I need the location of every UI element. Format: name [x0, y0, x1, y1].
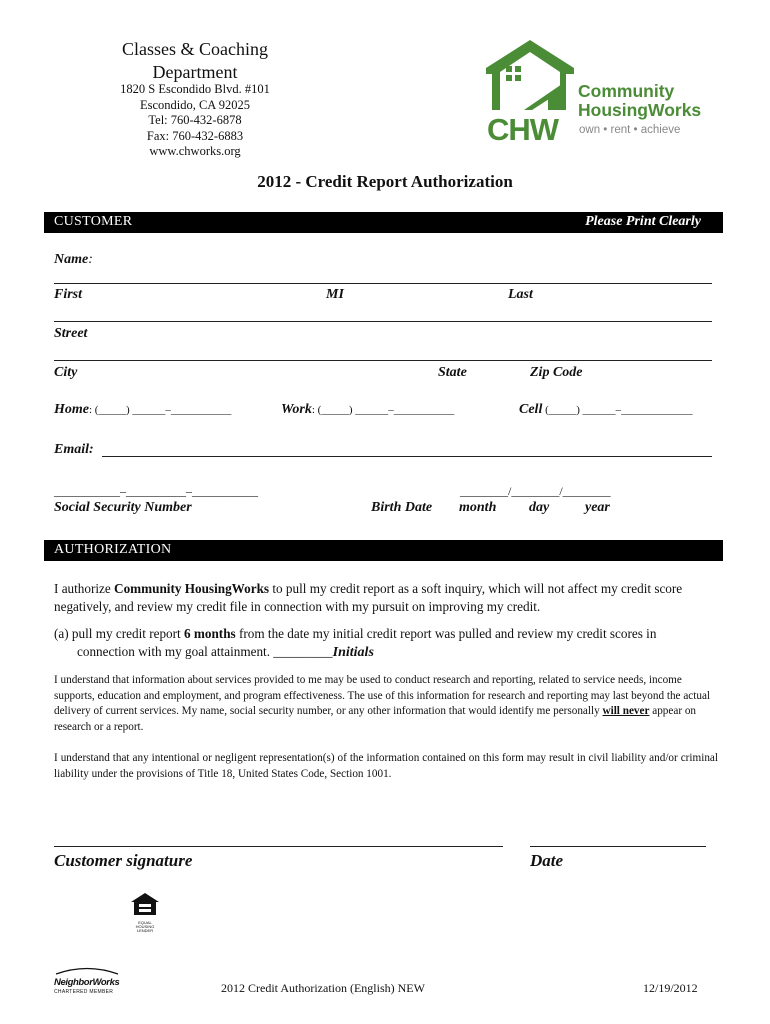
form-title: 2012 - Credit Report Authorization: [257, 172, 513, 191]
name-label: [54, 252, 93, 268]
neighborworks-name: NeighborWorks: [54, 977, 120, 988]
auth-p1-start: I authorize: [54, 581, 115, 596]
work-phone-label: Work: [281, 402, 312, 417]
print-clearly-note: Please Print Clearly: [585, 214, 701, 229]
chartered-member-text: CHARTERED MEMBER: [54, 989, 114, 995]
authorization-heading: AUTHORIZATION: [54, 542, 172, 557]
name-label-text: Name: [54, 252, 89, 267]
logo-name-line1: Community: [578, 81, 675, 101]
chw-house-logo-icon: [484, 38, 576, 114]
street-label: Street: [54, 326, 88, 341]
cell-phone-field[interactable]: [519, 400, 693, 418]
logo-tagline: own • rent • achieve: [579, 124, 681, 136]
liability-paragraph: I understand that any intentional or negligent representation(s) of the information contained on this form may result in civil liability and/or criminal liability under the provisions of Title 18, United States Code, Section 1001.: [54, 752, 718, 780]
clause-a-goal: connection with my goal attainment. _________: [77, 644, 333, 659]
research-start: I understand that information about services provided to me may be used to conduct research and reporting, related to service needs, income supports, education and employment, and program effectiveness. The use of this information for research and reporting may last beyond the actual delivery of current services. My name, social security number, or any other information that would identify me personally: [54, 674, 711, 717]
cell-phone-blank[interactable]: (_____) ______–_____________: [542, 404, 693, 416]
customer-section-header: [44, 212, 723, 233]
name-line[interactable]: [54, 283, 712, 284]
neighborworks-arc-icon: [54, 965, 120, 975]
logo-organization-name: [578, 82, 701, 120]
equal-housing-text: EQUAL HOUSING LENDER: [135, 920, 155, 933]
month-label: month: [459, 500, 497, 515]
state-label: State: [438, 365, 467, 380]
authorization-section-header: [44, 540, 723, 561]
telephone: Tel: 760-432-6878: [148, 113, 242, 127]
day-label: day: [529, 500, 550, 515]
work-phone-blank[interactable]: : (_____) ______–___________: [311, 404, 455, 416]
birth-date-blank[interactable]: ________/________/________: [460, 484, 611, 498]
six-month-line2: [54, 643, 720, 662]
six-month-line1: [54, 625, 720, 643]
street-address: 1820 S Escondido Blvd. #101: [120, 82, 270, 96]
last-name-label: Last: [508, 287, 533, 302]
neighborworks-badge: [54, 962, 120, 995]
initials-label[interactable]: Initials: [332, 645, 374, 660]
ssn-label: Social Security Number: [54, 500, 192, 515]
email-label: Email:: [54, 442, 94, 457]
customer-heading: CUSTOMER: [54, 214, 133, 229]
home-phone-label: Home: [54, 402, 89, 417]
department-title-line2: Department: [152, 62, 238, 82]
equal-housing-lender-badge: [130, 892, 164, 933]
research-end: appear on research or a report.: [54, 705, 697, 733]
birth-date-label: Birth Date: [371, 500, 433, 515]
city-address: Escondido, CA 92025: [139, 97, 251, 112]
first-name-label: First: [54, 287, 83, 302]
year-label: year: [585, 500, 610, 515]
cell-phone-label: Cell: [519, 402, 543, 417]
city-label: City: [54, 365, 78, 380]
footer-date: 12/19/2012: [643, 981, 698, 995]
six-month-clause: [54, 625, 720, 662]
ssn-blank[interactable]: ___________–__________–___________: [54, 484, 258, 498]
logo-name-line2: HousingWorks: [578, 100, 702, 120]
auth-p1-end: to pull my credit report as a soft inquiry, which will not affect my credit score negatively, and review my credit file in connection with my pursuit on improving my credit.: [54, 581, 683, 614]
department-title-line1: Classes & Coaching: [122, 39, 268, 59]
customer-signature-line[interactable]: [54, 846, 503, 847]
city-line[interactable]: [54, 360, 712, 361]
customer-signature-label: Customer signature: [54, 851, 193, 870]
department-title: [60, 38, 330, 84]
date-line[interactable]: [530, 846, 706, 847]
authorization-paragraph: [54, 580, 720, 616]
clause-a-start: (a) pull my credit report: [54, 626, 184, 641]
clause-a-months: 6 months: [184, 626, 236, 641]
date-label: Date: [530, 851, 564, 870]
name-colon: :: [88, 252, 93, 267]
research-paragraph: [54, 673, 718, 735]
home-phone-blank[interactable]: : (_____) ______–___________: [89, 404, 232, 416]
address-block: [60, 82, 330, 160]
email-line[interactable]: [102, 456, 712, 457]
home-phone-field[interactable]: [54, 400, 231, 418]
middle-initial-label: MI: [326, 287, 344, 302]
clause-a-end: from the date my initial credit report was pulled and review my credit scores in: [235, 626, 657, 641]
equal-housing-house-icon: [130, 892, 160, 916]
street-line[interactable]: [54, 321, 712, 322]
fax: Fax: 760-432-6883: [146, 128, 244, 143]
chw-letters: CHW: [487, 112, 559, 147]
will-never-emphasis: will never: [602, 705, 650, 717]
footer-form-name: 2012 Credit Authorization (English) NEW: [221, 981, 425, 995]
auth-p1-org: Community HousingWorks: [114, 581, 270, 596]
work-phone-field[interactable]: [281, 400, 454, 418]
zip-code-label: Zip Code: [530, 365, 583, 380]
website: www.chworks.org: [149, 144, 241, 158]
